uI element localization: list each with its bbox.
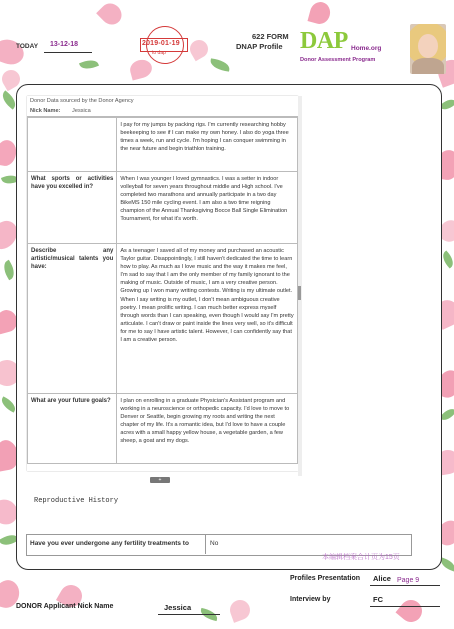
donor-nick-value: Jessica bbox=[164, 603, 192, 612]
today-date: 13-12-18 bbox=[50, 41, 79, 48]
table-row bbox=[28, 394, 298, 464]
question-cell: What are your future goals? bbox=[28, 394, 117, 464]
stamp-text: 2019-01-19 bbox=[142, 40, 180, 47]
fertility-answer: No bbox=[210, 540, 219, 547]
table-row bbox=[28, 118, 298, 172]
form-title-line2: DNAP Profile bbox=[236, 42, 283, 51]
interview-underline bbox=[370, 606, 440, 607]
donor-nick-underline bbox=[158, 614, 220, 615]
stamp-subtext: to dap bbox=[152, 50, 166, 56]
stamp-box bbox=[140, 38, 188, 52]
reproductive-history-label: Reproductive History bbox=[34, 497, 119, 505]
form-title-line1: 622 FORM bbox=[252, 32, 289, 41]
nick-value: Jessica bbox=[72, 108, 91, 114]
question-cell: Describe any artistic/musical talents you have: bbox=[28, 244, 117, 394]
logo-suffix: Home.org bbox=[351, 45, 382, 52]
answer-cell: I plan on enrolling in a graduate Physician's Assistant program and working in a neuroscience or orthopedic capacity. I'd love to move to Denver or Seattle, begin growing my roots and writing the next chapter of my life. It's a romantic idea, but I'd love to have a couple acres with a small happy yellow house, a vegetable garden, a few sheep, a goat and my dogs. bbox=[117, 394, 298, 464]
answer-cell: I pay for my jumps by packing rigs. I'm currently researching hobby beekeeping to see if I can make my own honey. I also do yoga three times a week, run and cycle. I'm hoping I can conquer swimming in the near future and begin triathlon training. bbox=[117, 118, 298, 172]
question-cell bbox=[28, 118, 117, 172]
profiles-presentation-value: Alice bbox=[373, 574, 391, 583]
presentation-underline bbox=[370, 585, 440, 586]
today-label: TODAY bbox=[16, 43, 39, 50]
logo-subtitle: Donor Assessment Program bbox=[300, 57, 376, 63]
donor-photo bbox=[410, 24, 446, 74]
question-cell: What sports or activities have you excelled in? bbox=[28, 172, 117, 244]
nick-label: Nick Name: bbox=[30, 108, 61, 114]
source-line: Donor Data sourced by the Donor Agency bbox=[30, 98, 134, 104]
profiles-presentation-label: Profiles Presentation bbox=[290, 575, 361, 582]
fertility-question: Have you ever undergone any fertility treatments to bbox=[30, 540, 189, 547]
page-number: Page 9 bbox=[397, 577, 420, 584]
table-row bbox=[28, 172, 298, 244]
answer-cell: As a teenager I saved all of my money and purchased an acoustic Taylor guitar. Disappointingly, I still haven't dedicated the time to learn how to play. As much as I love music and the way it makes me feel, I'm sad to say that I am the only member of my family ignorant to the making of music. Outside of music, I am a very creative person. Growing up I won many writing contests. Writing is my ultimate outlet. When I say writing is my outlet, I don't mean ambiguous creative poetry. I mean prolific writing. I can much better express myself through words than I can speaking, even though I would say I'm pretty articulate. I can't draw or paint inside the lines very well, so it's difficult for me to say I have artistic talent. However, I can confidently say that I am a creative person. bbox=[117, 244, 298, 394]
logo-dap: DAP bbox=[300, 28, 348, 54]
interview-by-value: FC bbox=[373, 595, 383, 604]
interview-by-label: Interview by bbox=[290, 596, 331, 603]
table-row bbox=[28, 244, 298, 394]
nick-name-row bbox=[27, 106, 298, 117]
answer-cell: When I was younger I loved gymnastics. I was a setter in indoor volleyball for seven years throughout middle and High school. I've completed two marathons and annually participate in a two day BikeMS 150 mile cycling event. I am also a two time reigning champion of the Annual Thanksgiving Bocce Ball Single Elimination Tournament, for what it's worth. bbox=[117, 172, 298, 244]
today-underline bbox=[44, 52, 92, 53]
expand-handle[interactable]: + bbox=[150, 477, 170, 483]
donor-nick-label: DONOR Applicant Nick Name bbox=[16, 603, 114, 610]
page-count-watermark: 本编辑档案合计页为15页 bbox=[322, 554, 400, 561]
embedded-document[interactable] bbox=[27, 96, 298, 471]
scroll-thumb[interactable] bbox=[298, 286, 301, 300]
qa-table bbox=[27, 117, 298, 464]
fertility-divider bbox=[205, 534, 206, 554]
